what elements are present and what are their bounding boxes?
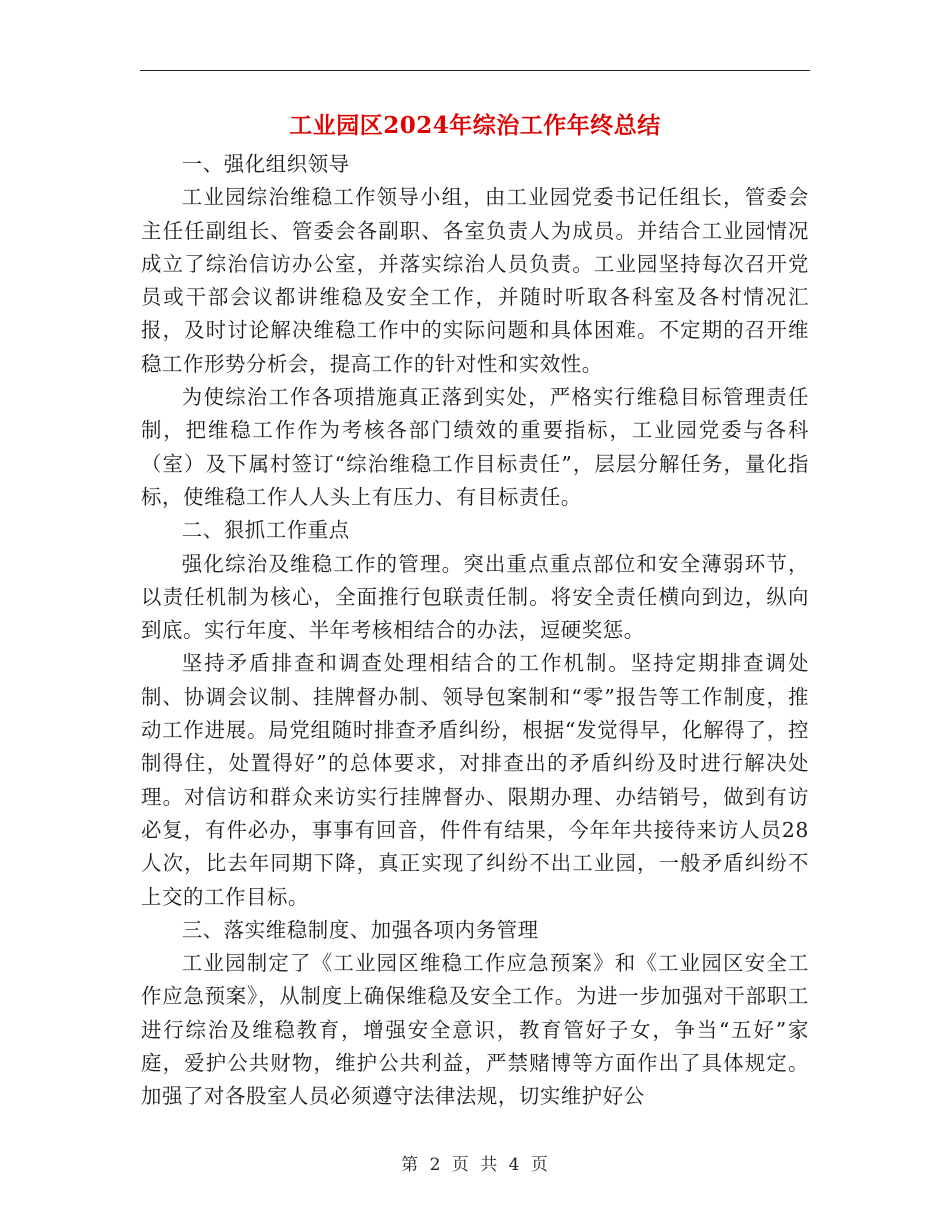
section-heading-2: 二、狠抓工作重点 xyxy=(181,518,350,543)
section-heading-3: 三、落实维稳制度、加强各项内务管理 xyxy=(181,917,539,942)
paragraph: 坚持矛盾排查和调查处理相结合的工作机制。坚持定期排查调处制、协调会议制、挂牌督办制、领导包案制和“零”报告等工作制度，推动工作进展。局党组随时排查矛盾纠纷，根据“发觉得早，化解得了，控制得住，处置得好”的总体要求，对排查出的矛盾纠纷及时进行解决处理。对信访和群众来访实行挂牌督办、限期办理、办结销号，做到有访必复，有件必办，事事有回音，件件有结果，今年年共接待来访人员28人次，比去年同期下降，真正实现了纠纷不出工业园，一般矛盾纠纷不上交的工作目标。 xyxy=(141,651,809,909)
paragraph: 为使综治工作各项措施真正落到实处，严格实行维稳目标管理责任制，把维稳工作作为考核各部门绩效的重要指标，工业园党委与各科（室）及下属村签订“综治维稳工作目标责任”，层层分解任务，量化指标，使维稳工作人人头上有压力、有目标责任。 xyxy=(141,385,809,509)
document-body xyxy=(141,148,809,1114)
header-rule xyxy=(140,70,810,71)
paragraph: 工业园制定了《工业园区维稳工作应急预案》和《工业园区安全工作应急预案》，从制度上确保维稳及安全工作。为进一步加强对干部职工进行综治及维稳教育，增强安全意识，教育管好子女，争当“五好”家庭，爱护公共财物，维护公共利益，严禁赌博等方面作出了具体规定。加强了对各股室人员必须遵守法律法规，切实维护好公 xyxy=(141,951,809,1109)
section-heading-1: 一、强化组织领导 xyxy=(181,152,350,176)
paragraph: 工业园综治维稳工作领导小组，由工业园党委书记任组长，管委会主任任副组长、管委会各副职、各室负责人为成员。并结合工业园情况成立了综治信访办公室，并落实综治人员负责。工业园坚持每次召开党员或干部会议都讲维稳及安全工作，并随时听取各科室及各村情况汇报，及时讨论解决维稳工作中的实际问题和具体困难。不定期的召开维稳工作形势分析会，提高工作的针对性和实效性。 xyxy=(141,185,809,376)
paragraph: 强化综治及维稳工作的管理。突出重点重点部位和安全薄弱环节，以责任机制为核心，全面推行包联责任制。将安全责任横向到边，纵向到底。实行年度、半年考核相结合的办法，逗硬奖惩。 xyxy=(141,551,809,643)
document-title: 工业园区2024年综治工作年终总结 xyxy=(289,112,661,139)
page-footer: 第 2 页 共 4 页 xyxy=(401,1155,549,1175)
